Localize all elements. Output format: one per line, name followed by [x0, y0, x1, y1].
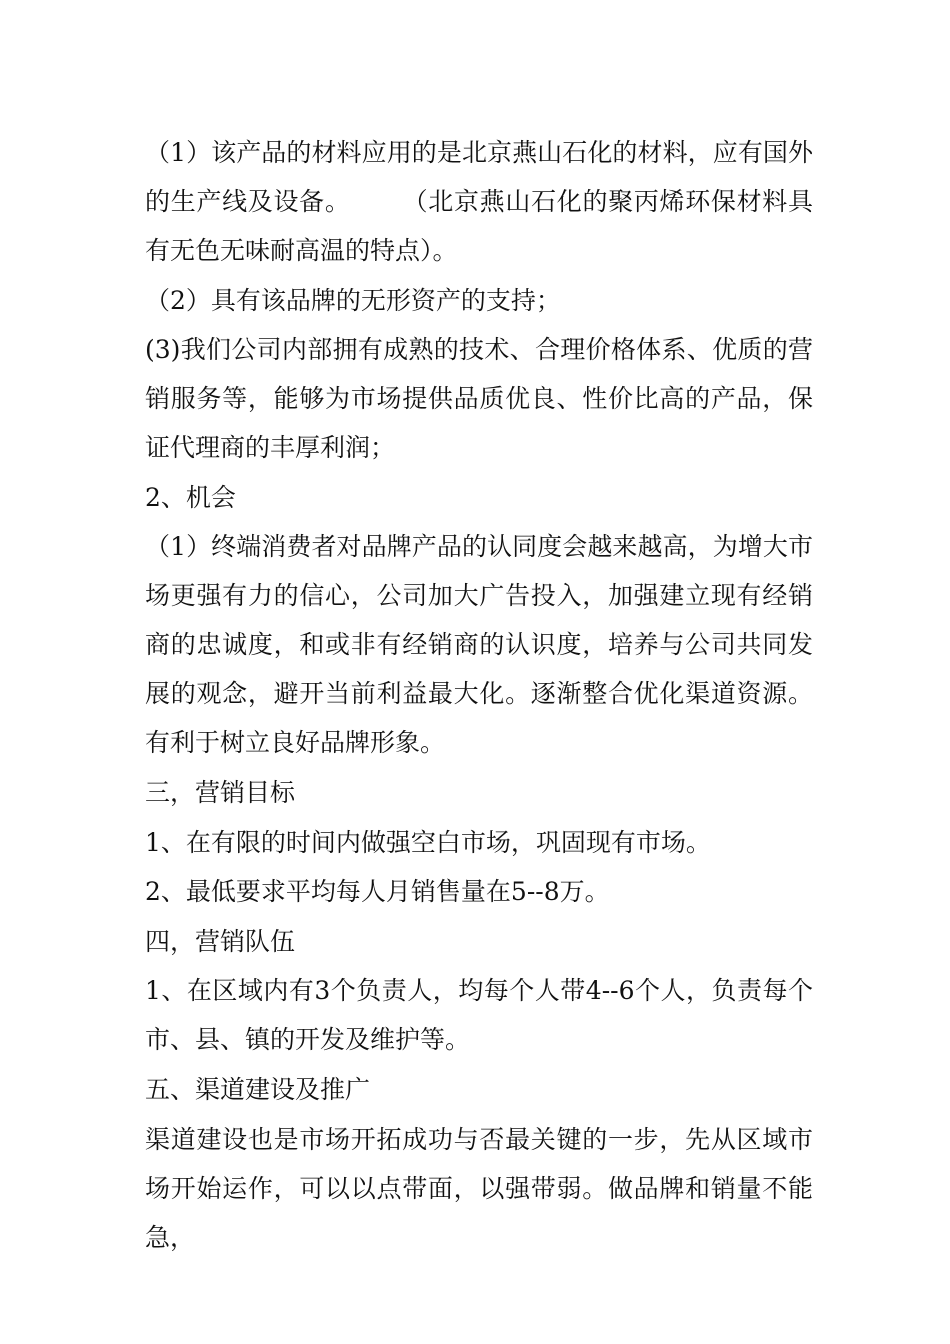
heading-marketing-goals: 三，营销目标	[145, 777, 296, 807]
paragraph-goal-1: 1、在有限的时间内做强空白市场，巩固现有市场。	[145, 827, 711, 857]
heading-marketing-team: 四，营销队伍	[145, 926, 296, 956]
paragraph-goal-2: 2、最低要求平均每人月销售量在5--8万。	[145, 877, 610, 907]
paragraph-team-1: 1、在区域内有3个负责人，均每个人带4--6个人，负责每个市、县、镇的开发及维护等。	[145, 976, 813, 1055]
heading-opportunity: 2、机会	[145, 482, 236, 512]
paragraph-advantage-1: （1）该产品的材料应用的是北京燕山石化的材料，应有国外的生产线及设备。 （北京燕山石化的聚丙烯环保材料具有无色无味耐高温的特点）。	[145, 138, 813, 265]
heading-channel-building: 五、渠道建设及推广	[145, 1074, 371, 1104]
paragraph-opportunity-1: （1）终端消费者对品牌产品的认同度会越来越高，为增大市场更强有力的信心，公司加大广告投入，加强建立现有经销商的忠诚度，和或非有经销商的认识度，培养与公司共同发展的观念，避开当前利益最大化。逐渐整合优化渠道资源。有利于树立良好品牌形象。	[145, 532, 813, 758]
paragraph-advantage-3: (3)我们公司内部拥有成熟的技术、合理价格体系、优质的营销服务等，能够为市场提供品质优良、性价比高的产品，保证代理商的丰厚利润；	[145, 335, 813, 463]
document-body	[145, 128, 813, 1262]
paragraph-advantage-2: （2）具有该品牌的无形资产的支持；	[145, 285, 561, 315]
paragraph-channel-1: 渠道建设也是市场开拓成功与否最关键的一步，先从区域市场开始运作，可以以点带面，以强带弱。做品牌和销量不能急，	[145, 1124, 813, 1252]
